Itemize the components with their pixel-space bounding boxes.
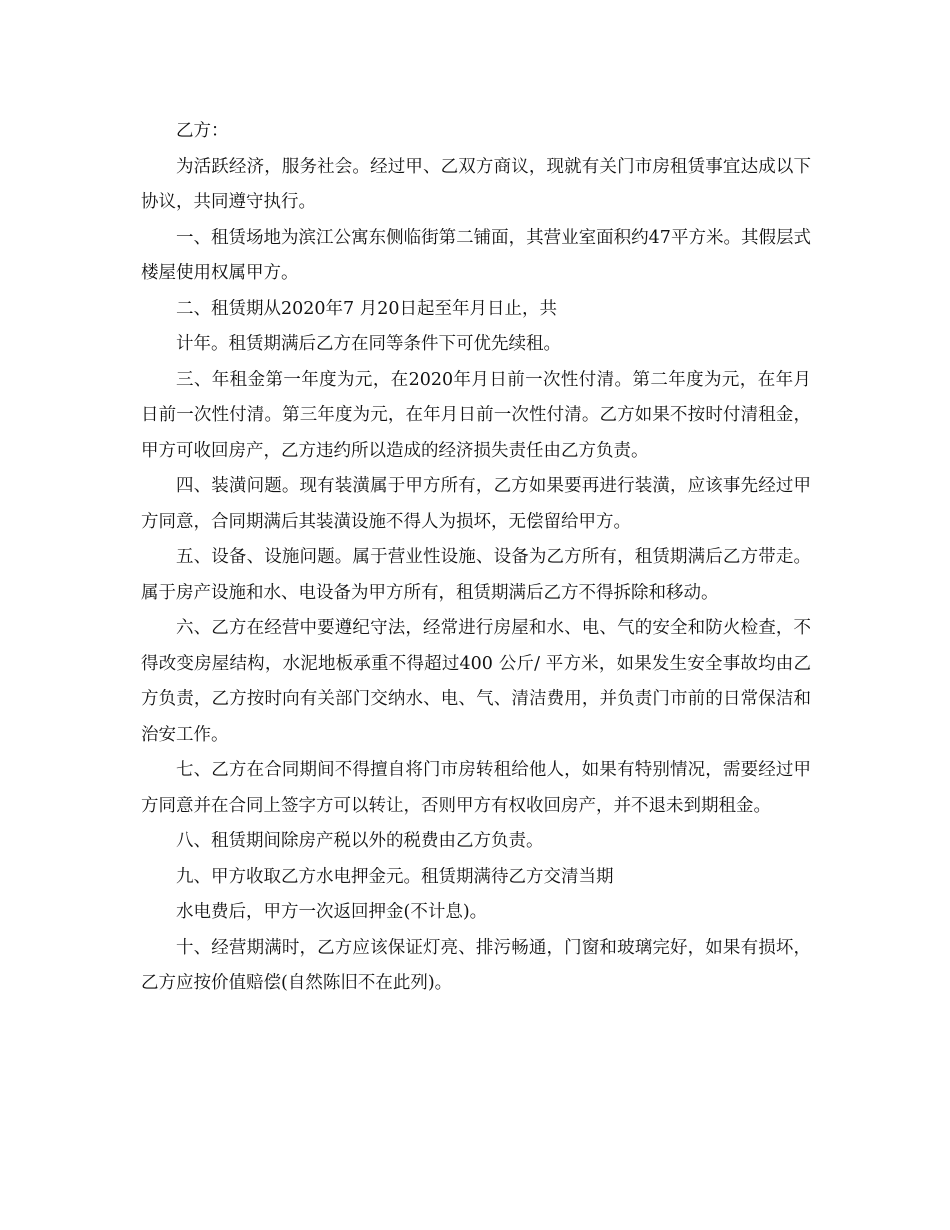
paragraph-clause-1: 一、租赁场地为滨江公寓东侧临街第二铺面，其营业室面积约47平方米。其假层式楼屋使用权属甲方。 bbox=[141, 227, 811, 283]
paragraph-clause-9: 九、甲方收取乙方水电押金元。租赁期满待乙方交清当期 bbox=[176, 866, 614, 887]
paragraph-clause-4: 四、装潢问题。现有装潢属于甲方所有，乙方如果要再进行装潢，应该事先经过甲方同意，合同期满后其装潢设施不得人为损坏，无偿留给甲方。 bbox=[141, 476, 811, 532]
paragraph-clause-2: 二、租赁期从2020年7 月20日起至年月日止，共 bbox=[176, 298, 557, 319]
paragraph-clause-9-cont: 水电费后，甲方一次返回押金(不计息)。 bbox=[176, 902, 488, 922]
paragraph-clause-7: 七、乙方在合同期间不得擅自将门市房转租给他人，如果有特别情况，需要经过甲方同意并在合同上签字方可以转让，否则甲方有权收回房产，并不退未到期租金。 bbox=[141, 760, 811, 816]
paragraph-clause-2-cont: 计年。租赁期满后乙方在同等条件下可优先续租。 bbox=[176, 334, 561, 354]
document-body bbox=[141, 114, 811, 1002]
paragraph-clause-5: 五、设备、设施问题。属于营业性设施、设备为乙方所有，租赁期满后乙方带走。属于房产设施和水、电设备为甲方所有，租赁期满后乙方不得拆除和移动。 bbox=[141, 547, 811, 603]
paragraph-clause-8: 八、租赁期间除房产税以外的税费由乙方负责。 bbox=[176, 831, 544, 851]
paragraph-clause-6: 六、乙方在经营中要遵纪守法，经常进行房屋和水、电、气的安全和防火检查，不得改变房屋结构，水泥地板承重不得超过400 公斤/ 平方米，如果发生安全事故均由乙方负责，乙方按时向有关部门交纳水、电、气、清洁费用，并负责门市前的日常保洁和治安工作。 bbox=[141, 618, 811, 745]
paragraph-party-b: 乙方： bbox=[176, 121, 229, 141]
paragraph-clause-10: 十、经营期满时，乙方应该保证灯亮、排污畅通，门窗和玻璃完好，如果有损坏，乙方应按价值赔偿(自然陈旧不在此列)。 bbox=[141, 937, 811, 993]
paragraph-preamble: 为活跃经济，服务社会。经过甲、乙双方商议，现就有关门市房租赁事宜达成以下协议，共同遵守执行。 bbox=[141, 156, 811, 212]
paragraph-clause-3: 三、年租金第一年度为元，在2020年月日前一次性付清。第二年度为元，在年月日前一次性付清。第三年度为元，在年月日前一次性付清。乙方如果不按时付清租金，甲方可收回房产，乙方违约所以造成的经济损失责任由乙方负责。 bbox=[141, 369, 811, 461]
